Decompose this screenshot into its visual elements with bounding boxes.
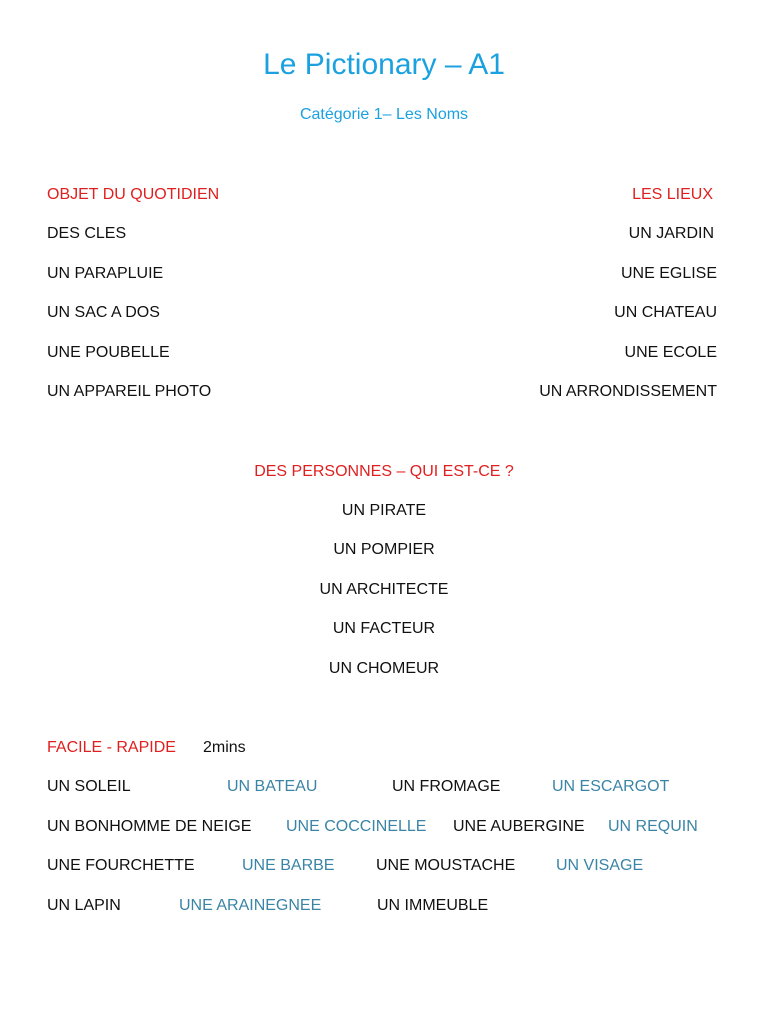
section-heading-lieux: LES LIEUX bbox=[632, 186, 713, 203]
lieu-item: UNE ECOLE bbox=[624, 344, 717, 361]
section-heading-personnes: DES PERSONNES – QUI EST-CE ? bbox=[254, 463, 514, 480]
facile-item: UN LAPIN bbox=[47, 897, 121, 914]
facile-item: UN BATEAU bbox=[227, 778, 318, 795]
duration-label: 2mins bbox=[203, 739, 246, 756]
facile-item: UNE FOURCHETTE bbox=[47, 857, 195, 874]
personne-item: UN ARCHITECTE bbox=[319, 581, 449, 598]
page-title: Le Pictionary – A1 bbox=[263, 48, 505, 81]
objet-item: DES CLES bbox=[47, 225, 127, 242]
objet-item: UN PARAPLUIE bbox=[47, 265, 164, 282]
objet-item: UN SAC A DOS bbox=[47, 304, 160, 321]
facile-item: UN REQUIN bbox=[608, 818, 698, 835]
facile-item: UNE AUBERGINE bbox=[453, 818, 585, 835]
lieu-item: UNE EGLISE bbox=[620, 265, 717, 282]
section-heading-objets: OBJET DU QUOTIDIEN bbox=[47, 186, 220, 203]
lieu-item: UN JARDIN bbox=[628, 225, 714, 242]
personne-item: UN CHOMEUR bbox=[328, 660, 440, 677]
facile-item: UNE MOUSTACHE bbox=[376, 857, 516, 874]
personne-item: UN PIRATE bbox=[341, 502, 427, 519]
facile-item: UN IMMEUBLE bbox=[377, 897, 489, 914]
facile-item: UNE COCCINELLE bbox=[286, 818, 427, 835]
facile-item: UN VISAGE bbox=[556, 857, 644, 874]
page-subtitle: Catégorie 1– Les Noms bbox=[299, 106, 469, 123]
lieu-item: UN ARRONDISSEMENT bbox=[539, 383, 717, 400]
facile-item: UN FROMAGE bbox=[392, 778, 501, 795]
facile-item: UNE ARAINEGNEE bbox=[179, 897, 322, 914]
objet-item: UNE POUBELLE bbox=[47, 344, 170, 361]
section-heading-facile: FACILE - RAPIDE bbox=[47, 739, 176, 756]
objet-item: UN APPAREIL PHOTO bbox=[47, 383, 212, 400]
personne-item: UN POMPIER bbox=[333, 541, 435, 558]
facile-item: UNE BARBE bbox=[242, 857, 335, 874]
lieu-item: UN CHATEAU bbox=[614, 304, 717, 321]
facile-item: UN SOLEIL bbox=[47, 778, 131, 795]
facile-item: UN BONHOMME DE NEIGE bbox=[47, 818, 252, 835]
personne-item: UN FACTEUR bbox=[332, 620, 436, 637]
facile-item: UN ESCARGOT bbox=[552, 778, 670, 795]
